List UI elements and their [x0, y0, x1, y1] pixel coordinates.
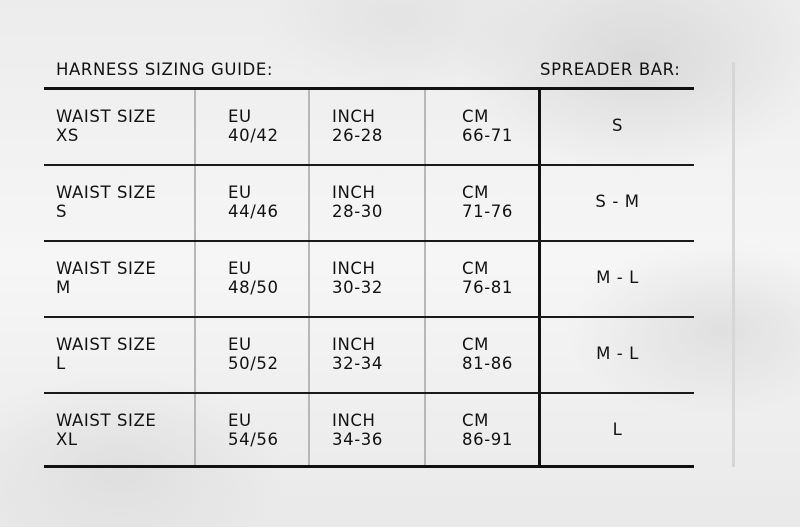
side-rule — [732, 62, 735, 467]
spreader-bar-cell — [538, 242, 694, 316]
eu-cell — [194, 90, 308, 164]
spreader-bar-value: M - L — [596, 268, 639, 287]
waist-size-label: WAIST SIZE — [56, 183, 157, 202]
size-row-m — [44, 242, 694, 316]
waist-size-cell — [44, 318, 194, 392]
waist-size-value: M — [56, 278, 71, 297]
inch-value: 30-32 — [332, 278, 383, 297]
inch-cell — [308, 90, 424, 164]
cm-label: CM — [462, 335, 489, 354]
inch-label: INCH — [332, 411, 376, 430]
inch-cell — [308, 394, 424, 468]
cm-value: 71-76 — [462, 202, 513, 221]
spreader-bar-value: M - L — [596, 344, 639, 363]
eu-value: 40/42 — [228, 126, 279, 145]
eu-cell — [194, 394, 308, 468]
inch-value: 34-36 — [332, 430, 383, 449]
eu-label: EU — [228, 183, 252, 202]
size-row-l — [44, 318, 694, 392]
cm-value: 81-86 — [462, 354, 513, 373]
eu-value: 50/52 — [228, 354, 279, 373]
inch-cell — [308, 166, 424, 240]
inch-value: 32-34 — [332, 354, 383, 373]
eu-label: EU — [228, 107, 252, 126]
cm-value: 66-71 — [462, 126, 513, 145]
inch-label: INCH — [332, 107, 376, 126]
cm-cell — [424, 90, 538, 164]
spreader-bar-cell — [538, 318, 694, 392]
inch-label: INCH — [332, 259, 376, 278]
spreader-bar-value: S - M — [595, 192, 640, 211]
waist-size-value: XS — [56, 126, 79, 145]
waist-size-value: L — [56, 354, 66, 373]
size-row-s — [44, 166, 694, 240]
eu-cell — [194, 318, 308, 392]
waist-size-label: WAIST SIZE — [56, 107, 157, 126]
eu-value: 54/56 — [228, 430, 279, 449]
waist-size-cell — [44, 90, 194, 164]
size-row-xl — [44, 394, 694, 468]
waist-size-label: WAIST SIZE — [56, 411, 157, 430]
waist-size-label: WAIST SIZE — [56, 259, 157, 278]
waist-size-cell — [44, 242, 194, 316]
cm-cell — [424, 318, 538, 392]
table-bottom-rule — [44, 465, 694, 468]
eu-label: EU — [228, 259, 252, 278]
cm-label: CM — [462, 259, 489, 278]
eu-label: EU — [228, 335, 252, 354]
inch-label: INCH — [332, 335, 376, 354]
cm-label: CM — [462, 183, 489, 202]
inch-value: 26-28 — [332, 126, 383, 145]
spreader-bar-title: SPREADER BAR: — [540, 60, 681, 79]
eu-cell — [194, 166, 308, 240]
eu-label: EU — [228, 411, 252, 430]
spreader-bar-value: S — [611, 116, 624, 135]
spreader-bar-cell — [538, 394, 694, 468]
eu-value: 44/46 — [228, 202, 279, 221]
spreader-bar-cell — [538, 90, 694, 164]
cm-cell — [424, 166, 538, 240]
cm-value: 86-91 — [462, 430, 513, 449]
cm-label: CM — [462, 107, 489, 126]
inch-value: 28-30 — [332, 202, 383, 221]
cm-label: CM — [462, 411, 489, 430]
eu-value: 48/50 — [228, 278, 279, 297]
inch-label: INCH — [332, 183, 376, 202]
cm-cell — [424, 242, 538, 316]
cm-value: 76-81 — [462, 278, 513, 297]
waist-size-value: XL — [56, 430, 78, 449]
sizing-guide-title: HARNESS SIZING GUIDE: — [56, 60, 274, 79]
cm-cell — [424, 394, 538, 468]
size-row-xs — [44, 90, 694, 164]
spreader-bar-value: L — [612, 420, 623, 439]
waist-size-value: S — [56, 202, 68, 221]
waist-size-cell — [44, 394, 194, 468]
inch-cell — [308, 242, 424, 316]
waist-size-label: WAIST SIZE — [56, 335, 157, 354]
inch-cell — [308, 318, 424, 392]
waist-size-cell — [44, 166, 194, 240]
eu-cell — [194, 242, 308, 316]
spreader-bar-cell — [538, 166, 694, 240]
